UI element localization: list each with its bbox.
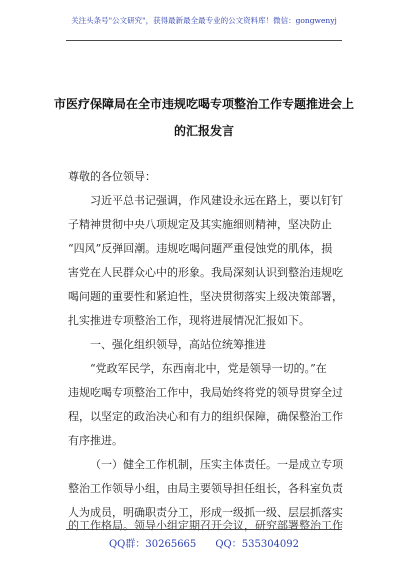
header-banner: 关注头条号"公文研究"，获得最新最全最专业的公文资料库！微信：gongwenyj (71, 16, 337, 25)
subsection-heading: （一）健全工作机制，压实主体责任。一是成立专项 (90, 458, 343, 471)
document-title-line-1: 市医疗保障局在全市违规吃喝专项整治工作专题推进会上 (53, 97, 354, 111)
body-line: 喝问题的重要性和紧迫性，坚决贯彻落实上级决策部署， (68, 290, 343, 303)
body-line: 习近平总书记强调，作风建设永远在路上，要以钉钉 (90, 194, 343, 207)
body-line: 有序推进。 (68, 434, 123, 447)
body-line: 人为成员，明确职责分工，形成一级抓一级、层层抓落实 (68, 506, 343, 519)
body-line: 害党在人民群众心中的形象。我局深刻认识到整治违规吃 (68, 266, 343, 279)
body-line: 子精神贯彻中央八项规定及其实施细则精神，坚决防止 (68, 218, 332, 231)
section-heading: 一、强化组织领导，高站位统筹推进 (90, 338, 266, 351)
body-line: “四风”反弹回潮。违规吃喝问题严重侵蚀党的肌体，损 (68, 242, 333, 255)
footer-contact: QQ群：30265665 QQ：535304092 (108, 539, 300, 550)
body-line: “党政军民学，东西南北中，党是领导一切的。”在 (90, 362, 327, 375)
salutation: 尊敬的各位领导： (68, 170, 156, 183)
body-line: 的工作格局。领导小组定期召开会议，研究部署整治工作 (68, 519, 343, 532)
header-divider (66, 40, 342, 41)
body-line: 违规吃喝专项整治工作中，我局始终将党的领导贯穿全过 (68, 386, 343, 399)
body-line: 扎实推进专项整治工作，现将进展情况汇报如下。 (68, 314, 310, 327)
document-title-line-2: 的汇报发言 (173, 124, 234, 138)
body-line: 程，以坚定的政治决心和有力的组织保障，确保整治工作 (68, 410, 343, 423)
body-line: 整治工作领导小组，由局主要领导担任组长，各科室负责 (68, 482, 343, 495)
footer-divider (66, 529, 342, 530)
